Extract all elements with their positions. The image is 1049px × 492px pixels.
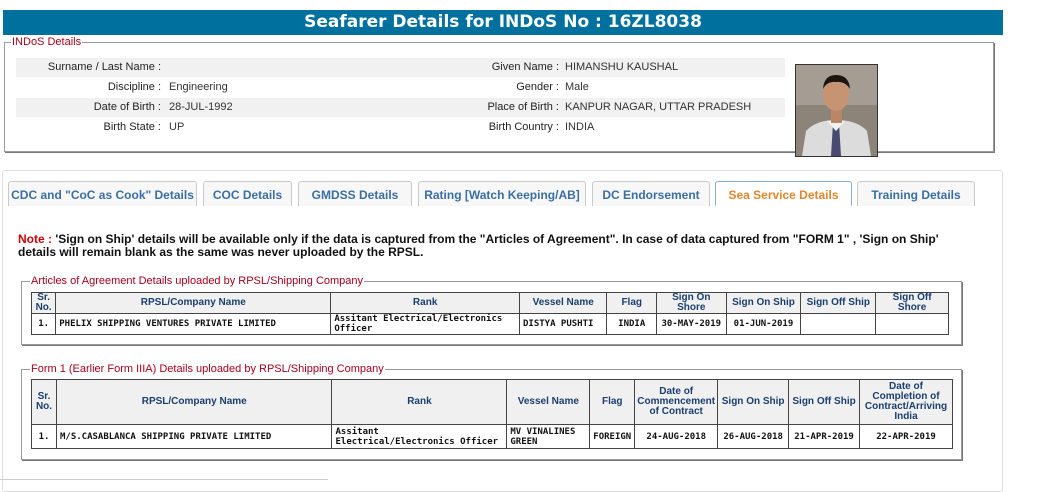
col-header: Sign Off Ship — [801, 293, 876, 314]
table-cell — [801, 314, 876, 335]
field-label: Place of Birth : — [487, 101, 559, 113]
table-cell: M/S.CASABLANCA SHIPPING PRIVATE LIMITED — [56, 425, 332, 449]
table-row — [32, 425, 953, 449]
col-header: Sign On Ship — [718, 380, 789, 425]
field-value: UP — [169, 121, 185, 133]
col-header: Flag — [590, 380, 635, 425]
indos-row — [16, 58, 785, 78]
field-label: Surname / Last Name : — [47, 61, 161, 73]
indos-details-rows — [16, 58, 785, 138]
field-label: Gender : — [516, 81, 559, 93]
table-cell: 01-JUN-2019 — [726, 314, 801, 335]
col-header: Vessel Name — [507, 380, 590, 425]
table-row — [32, 314, 949, 335]
note-text: 'Sign on Ship' details will be available only if the data is captured from the "Articles of Agreement". In case of data captured from "FORM 1" , 'Sign on Ship' details will remain blank as the same was never uploaded by the RPSL. — [18, 232, 939, 259]
col-header: Date of Completion of Contract/Arriving India — [859, 380, 952, 425]
col-header: Sign On Shore — [656, 293, 726, 314]
table-cell: PHELIX SHIPPING VENTURES PRIVATE LIMITED — [56, 314, 331, 335]
col-header: Sign On Ship — [726, 293, 801, 314]
articles-table — [31, 292, 949, 335]
table-header-row — [32, 293, 949, 314]
field-label: Birth Country : — [488, 121, 559, 133]
field-label: Given Name : — [491, 61, 559, 73]
field-value: Engineering — [169, 81, 228, 93]
form1-table — [31, 379, 953, 449]
field-label: Date of Birth : — [93, 101, 161, 113]
table-header-row — [32, 380, 953, 425]
indos-row — [16, 118, 785, 138]
tab-coc[interactable]: COC Details — [203, 181, 292, 206]
tab-sea-service[interactable]: Sea Service Details — [715, 181, 852, 206]
col-header: Sr. No. — [32, 293, 56, 314]
tab-dc-endorsement[interactable]: DC Endorsement — [592, 181, 710, 206]
bottom-divider — [0, 479, 328, 480]
form1-legend: Form 1 (Earlier Form IIIA) Details uploaded by RPSL/Shipping Company — [31, 363, 384, 375]
person-photo-icon — [796, 65, 877, 156]
table-cell: DISTYA PUSHTI — [519, 314, 606, 335]
table-cell: 30-MAY-2019 — [656, 314, 726, 335]
col-header: Rank — [332, 380, 507, 425]
seafarer-photo — [795, 64, 878, 157]
page-title: Seafarer Details for INDoS No : 16ZL8038 — [3, 10, 1003, 35]
note-label: Note : — [18, 232, 52, 246]
articles-legend: Articles of Agreement Details uploaded by RPSL/Shipping Company — [31, 275, 364, 287]
col-header: Vessel Name — [519, 293, 606, 314]
col-header: RPSL/Company Name — [56, 293, 331, 314]
field-value: 28-JUL-1992 — [169, 101, 233, 113]
sign-on-note — [18, 233, 968, 259]
indos-row — [16, 78, 785, 98]
field-value — [161, 58, 469, 77]
field-value: HIMANSHU KAUSHAL — [565, 61, 679, 73]
indos-details-panel — [4, 36, 994, 152]
col-header: Rank — [331, 293, 520, 314]
table-cell: 24-AUG-2018 — [635, 425, 718, 449]
table-cell: INDIA — [607, 314, 657, 335]
table-cell: 22-APR-2019 — [859, 425, 952, 449]
field-value: INDIA — [565, 121, 595, 133]
indos-row — [16, 98, 785, 118]
field-value: Male — [565, 81, 589, 93]
field-label: Discipline : — [107, 81, 161, 93]
table-cell: 26-AUG-2018 — [718, 425, 789, 449]
table-cell: 1. — [32, 314, 56, 335]
table-cell: MV VINALINES GREEN — [507, 425, 590, 449]
field-label: Birth State : — [103, 121, 161, 133]
table-cell — [876, 314, 949, 335]
col-header: Flag — [607, 293, 657, 314]
col-header: RPSL/Company Name — [56, 380, 332, 425]
indos-details-legend: INDoS Details — [12, 36, 82, 48]
field-value: KANPUR NAGAR, UTTAR PRADESH — [565, 101, 752, 113]
col-header: Sr. No. — [32, 380, 57, 425]
table-cell: FOREIGN — [590, 425, 635, 449]
tab-gmdss[interactable]: GMDSS Details — [298, 181, 412, 206]
table-cell: 1. — [32, 425, 57, 449]
col-header: Sign Off Ship — [789, 380, 860, 425]
table-cell: Assitant Electrical/Electronics Officer — [331, 314, 520, 335]
tab-rating[interactable]: Rating [Watch Keeping/AB] — [418, 181, 586, 206]
tab-training[interactable]: Training Details — [857, 181, 975, 206]
tab-cdc-coc-cook[interactable]: CDC and "CoC as Cook" Details — [8, 181, 197, 206]
table-cell: Assitant Electrical/Electronics Officer — [332, 425, 507, 449]
col-header: Date of Commencement of Contract — [635, 380, 718, 425]
table-cell: 21-APR-2019 — [789, 425, 860, 449]
col-header: Sign Off Shore — [876, 293, 949, 314]
tab-panel — [2, 170, 1003, 492]
